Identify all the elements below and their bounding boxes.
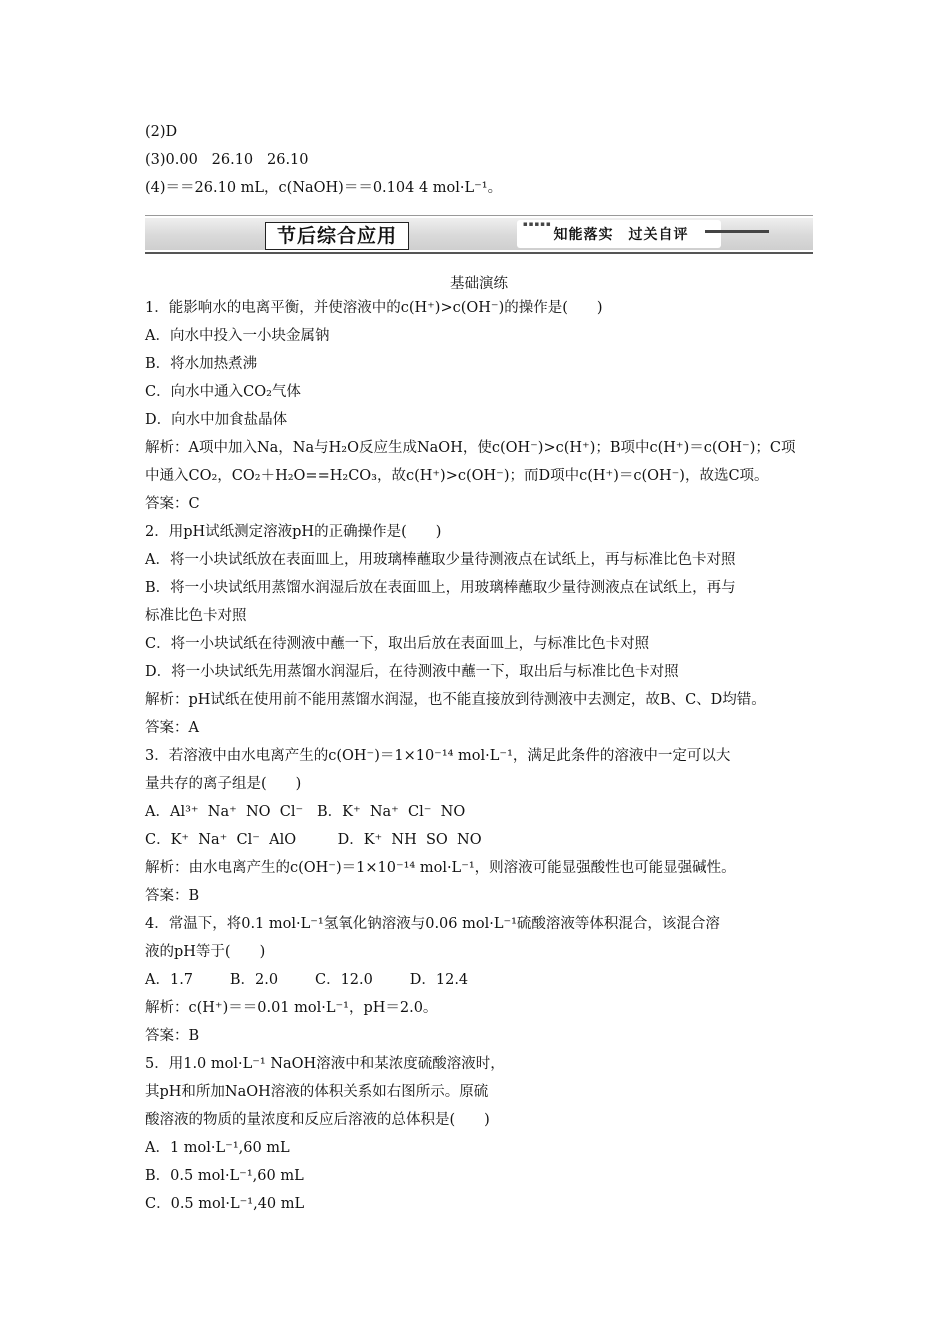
q5-stem-line2: 其pH和所加NaOH溶液的体积关系如右图所示。原硫 [145, 1084, 489, 1100]
q5-stem-line3: 酸溶液的物质的量浓度和反应后溶液的总体积是( ) [145, 1112, 490, 1128]
q5-stem-line1: 5．用1.0 mol·L⁻¹ NaOH溶液中和某浓度硫酸溶液时， [145, 1056, 505, 1072]
q2-answer: 答案：A [145, 720, 199, 736]
q3-stem-line2: 量共存的离子组是( ) [145, 776, 302, 792]
banner-dots: ▪▪▪▪▪ [523, 220, 552, 228]
q5-option-c: C．0.5 mol·L⁻¹,40 mL [145, 1196, 305, 1212]
banner-tail-line [705, 230, 769, 233]
q1-explanation-2: 中通入CO₂，CO₂＋H₂O==H₂CO₃，故c(H⁺)>c(OH⁻)；而D项中c(H⁺)＝c(OH⁻)，故选C项。 [145, 468, 769, 484]
q1-option-d: D．向水中加食盐晶体 [145, 412, 288, 428]
q1-option-a: A．向水中投入一小块金属钠 [145, 328, 330, 344]
q5-option-b: B．0.5 mol·L⁻¹,60 mL [145, 1168, 304, 1184]
q1-explanation-1: 解析：A项中加入Na，Na与H₂O反应生成NaOH，使c(OH⁻)>c(H⁺)；B项中c(H⁺)＝c(OH⁻)；C项 [145, 440, 796, 456]
q4-explanation: 解析：c(H⁺)＝＝0.01 mol·L⁻¹，pH＝2.0。 [145, 1000, 438, 1016]
q3-stem-line1: 3．若溶液中由水电离产生的c(OH⁻)＝1×10⁻¹⁴ mol·L⁻¹，满足此条件的溶液中一定可以大 [145, 748, 731, 764]
q1-option-b: B．将水加热煮沸 [145, 356, 258, 372]
section-title: 基础演练 [450, 276, 508, 292]
q4-stem-line2: 液的pH等于( ) [145, 944, 266, 960]
q1-option-c: C．向水中通入CO₂气体 [145, 384, 301, 400]
q2-explanation: 解析：pH试纸在使用前不能用蒸馏水润湿，也不能直接放到待测液中去测定，故B、C、D均错。 [145, 692, 766, 708]
q2-option-a: A．将一小块试纸放在表面皿上，用玻璃棒蘸取少量待测液点在试纸上，再与标准比色卡对照 [145, 552, 736, 568]
answer-line-3: (3)0.00 26.10 26.10 [145, 152, 309, 168]
q3-explanation: 解析：由水电离产生的c(OH⁻)＝1×10⁻¹⁴ mol·L⁻¹，则溶液可能显强酸性也可能显强碱性。 [145, 860, 736, 876]
q4-options: A．1.7 B．2.0 C．12.0 D．12.4 [145, 972, 469, 988]
banner-tag: 知能落实 过关自评 [553, 227, 689, 243]
banner-title: 节后综合应用 [265, 222, 409, 250]
answer-line-2: (2)D [145, 124, 178, 140]
q2-option-c: C．将一小块试纸在待测液中蘸一下，取出后放在表面皿上，与标准比色卡对照 [145, 636, 650, 652]
q4-stem-line1: 4．常温下，将0.1 mol·L⁻¹氢氧化钠溶液与0.06 mol·L⁻¹硫酸溶液等体积混合，该混合溶 [145, 916, 720, 932]
q1-answer: 答案：C [145, 496, 200, 512]
q2-stem: 2．用pH试纸测定溶液pH的正确操作是( ) [145, 524, 442, 540]
q1-stem: 1．能影响水的电离平衡，并使溶液中的c(H⁺)>c(OH⁻)的操作是( ) [145, 300, 603, 316]
q5-option-a: A．1 mol·L⁻¹,60 mL [145, 1140, 290, 1156]
q3-answer: 答案：B [145, 888, 200, 904]
q3-options-ab: A．Al³⁺ Na⁺ NO Cl⁻ B．K⁺ Na⁺ Cl⁻ NO [145, 804, 466, 820]
banner-bottom-rule [145, 252, 813, 254]
section-banner [145, 214, 813, 254]
q2-option-d: D．将一小块试纸先用蒸馏水润湿后，在待测液中蘸一下，取出后与标准比色卡对照 [145, 664, 679, 680]
q2-option-b-line1: B．将一小块试纸用蒸馏水润湿后放在表面皿上，用玻璃棒蘸取少量待测液点在试纸上，再与 [145, 580, 736, 596]
answer-line-4: (4)＝＝26.10 mL，c(NaOH)＝＝0.104 4 mol·L⁻¹。 [145, 180, 503, 196]
q4-answer: 答案：B [145, 1028, 200, 1044]
q2-option-b-line2: 标准比色卡对照 [145, 608, 247, 624]
banner-top-rule [145, 215, 813, 216]
q3-options-cd: C．K⁺ Na⁺ Cl⁻ AlO D．K⁺ NH SO NO [145, 832, 482, 848]
